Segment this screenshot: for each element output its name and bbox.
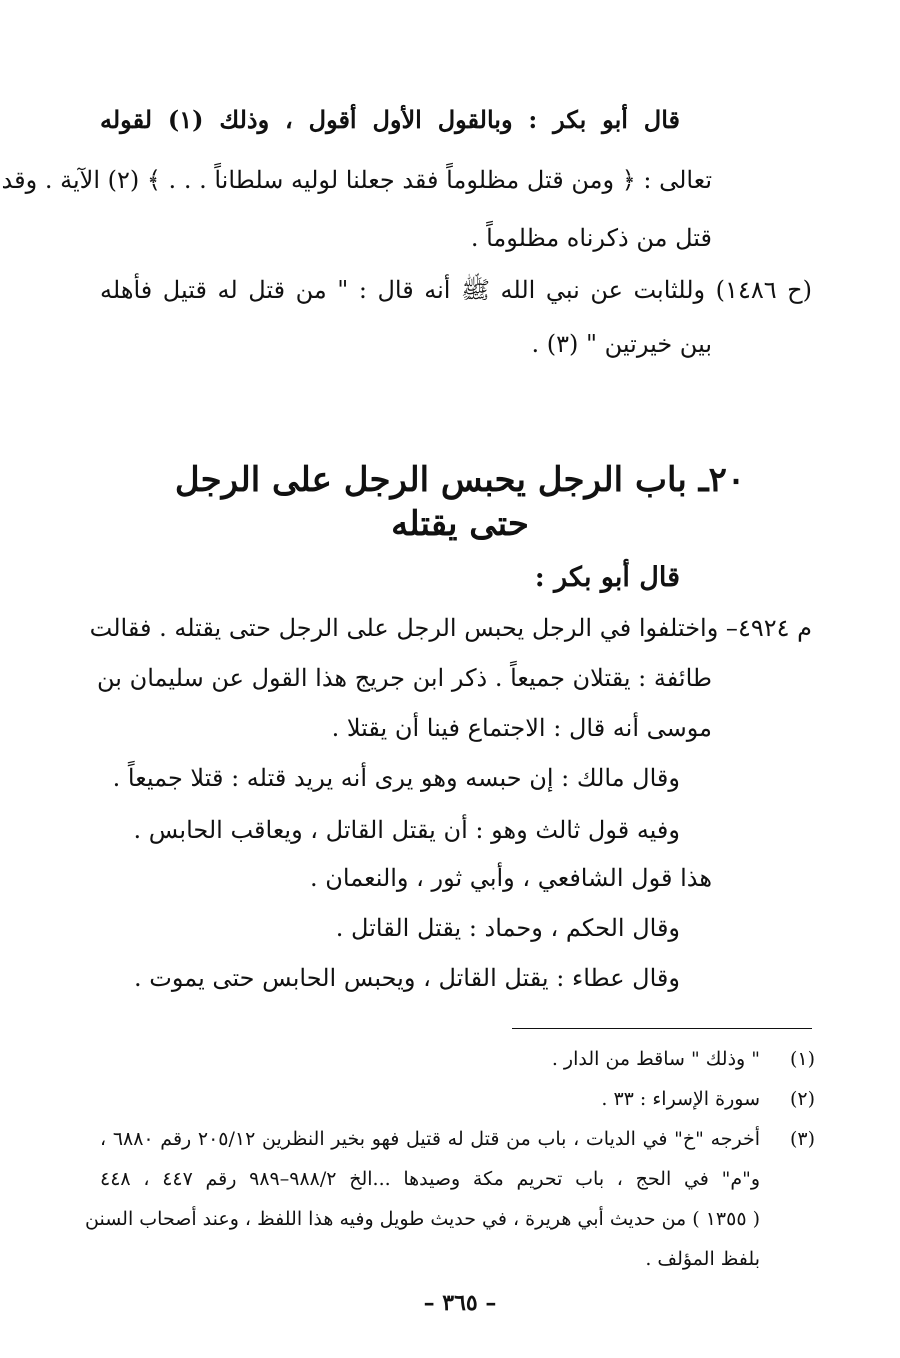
footnote-text: سورة الإسراء : ٣٣ .	[601, 1088, 760, 1110]
footnote-number: (١)	[789, 1048, 815, 1070]
body-line: هذا قول الشافعي ، وأبي ثور ، والنعمان .	[310, 864, 712, 892]
paragraph1-line1: قال أبو بكر : وبالقول الأول أقول ، وذلك (١) لقوله	[100, 105, 680, 134]
footnote-text: و"م" في الحج ، باب تحريم مكة وصيدها ...الخ ٩٨٨/٢–٩٨٩ رقم ٤٤٧ ، ٤٤٨	[100, 1168, 761, 1190]
footnote-number: (٢)	[789, 1088, 815, 1110]
paragraph1-line3: قتل من ذكرناه مظلوماً .	[470, 224, 712, 252]
body-line: موسى أنه قال : الاجتماع فينا أن يقتلا .	[331, 714, 712, 742]
footnote-text: بلفظ المؤلف .	[645, 1248, 760, 1270]
footnote-text: أخرجه "خ" في الديات ، باب من قتل له قتيل فهو بخير النظرين ٢٠٥/١٢ رقم ٦٨٨٠ ،	[100, 1128, 761, 1150]
body-line: م ٤٩٢٤– واختلفوا في الرجل يحبس الرجل على الرجل حتى يقتله . فقالت	[89, 614, 812, 642]
body-line: وفيه قول ثالث وهو : أن يقتل القاتل ، ويعاقب الحابس .	[133, 816, 680, 844]
page-number: – ٣٦٥ –	[423, 1290, 497, 1316]
intro-heading: قال أبو بكر :	[534, 562, 680, 593]
footnote-separator	[512, 1028, 812, 1029]
footnote-text: " وذلك " ساقط من الدار .	[551, 1048, 760, 1070]
footnote-number: (٣)	[789, 1128, 815, 1150]
footnote-text: ( ١٣٥٥ ) من حديث أبي هريرة ، في حديث طويل وفيه هذا اللفظ ، وعند أصحاب السنن	[85, 1208, 760, 1230]
chapter-title: ٢٠ـ باب الرجل يحبس الرجل على الرجل حتى يقتله	[174, 460, 746, 544]
hadith-line1: (ح ١٤٨٦) وللثابت عن نبي الله ﷺ أنه قال : " من قتل له قتيل فأهله	[100, 276, 813, 304]
body-line: وقال مالك : إن حبسه وهو يرى أنه يريد قتله : قتلا جميعاً .	[112, 764, 680, 792]
body-line: طائفة : يقتلان جميعاً . ذكر ابن جريج هذا القول عن سليمان بن	[97, 664, 712, 692]
body-line: وقال الحكم ، وحماد : يقتل القاتل .	[335, 914, 680, 942]
hadith-line2: بين خيرتين " (٣) .	[531, 330, 712, 358]
body-line: وقال عطاء : يقتل القاتل ، ويحبس الحابس حتى يموت .	[134, 964, 680, 992]
paragraph1-line2: تعالى : ﴿ ومن قتل مظلوماً فقد جعلنا لوليه سلطاناً . . . ﴾ (٢) الآية . وقد	[1, 166, 712, 194]
